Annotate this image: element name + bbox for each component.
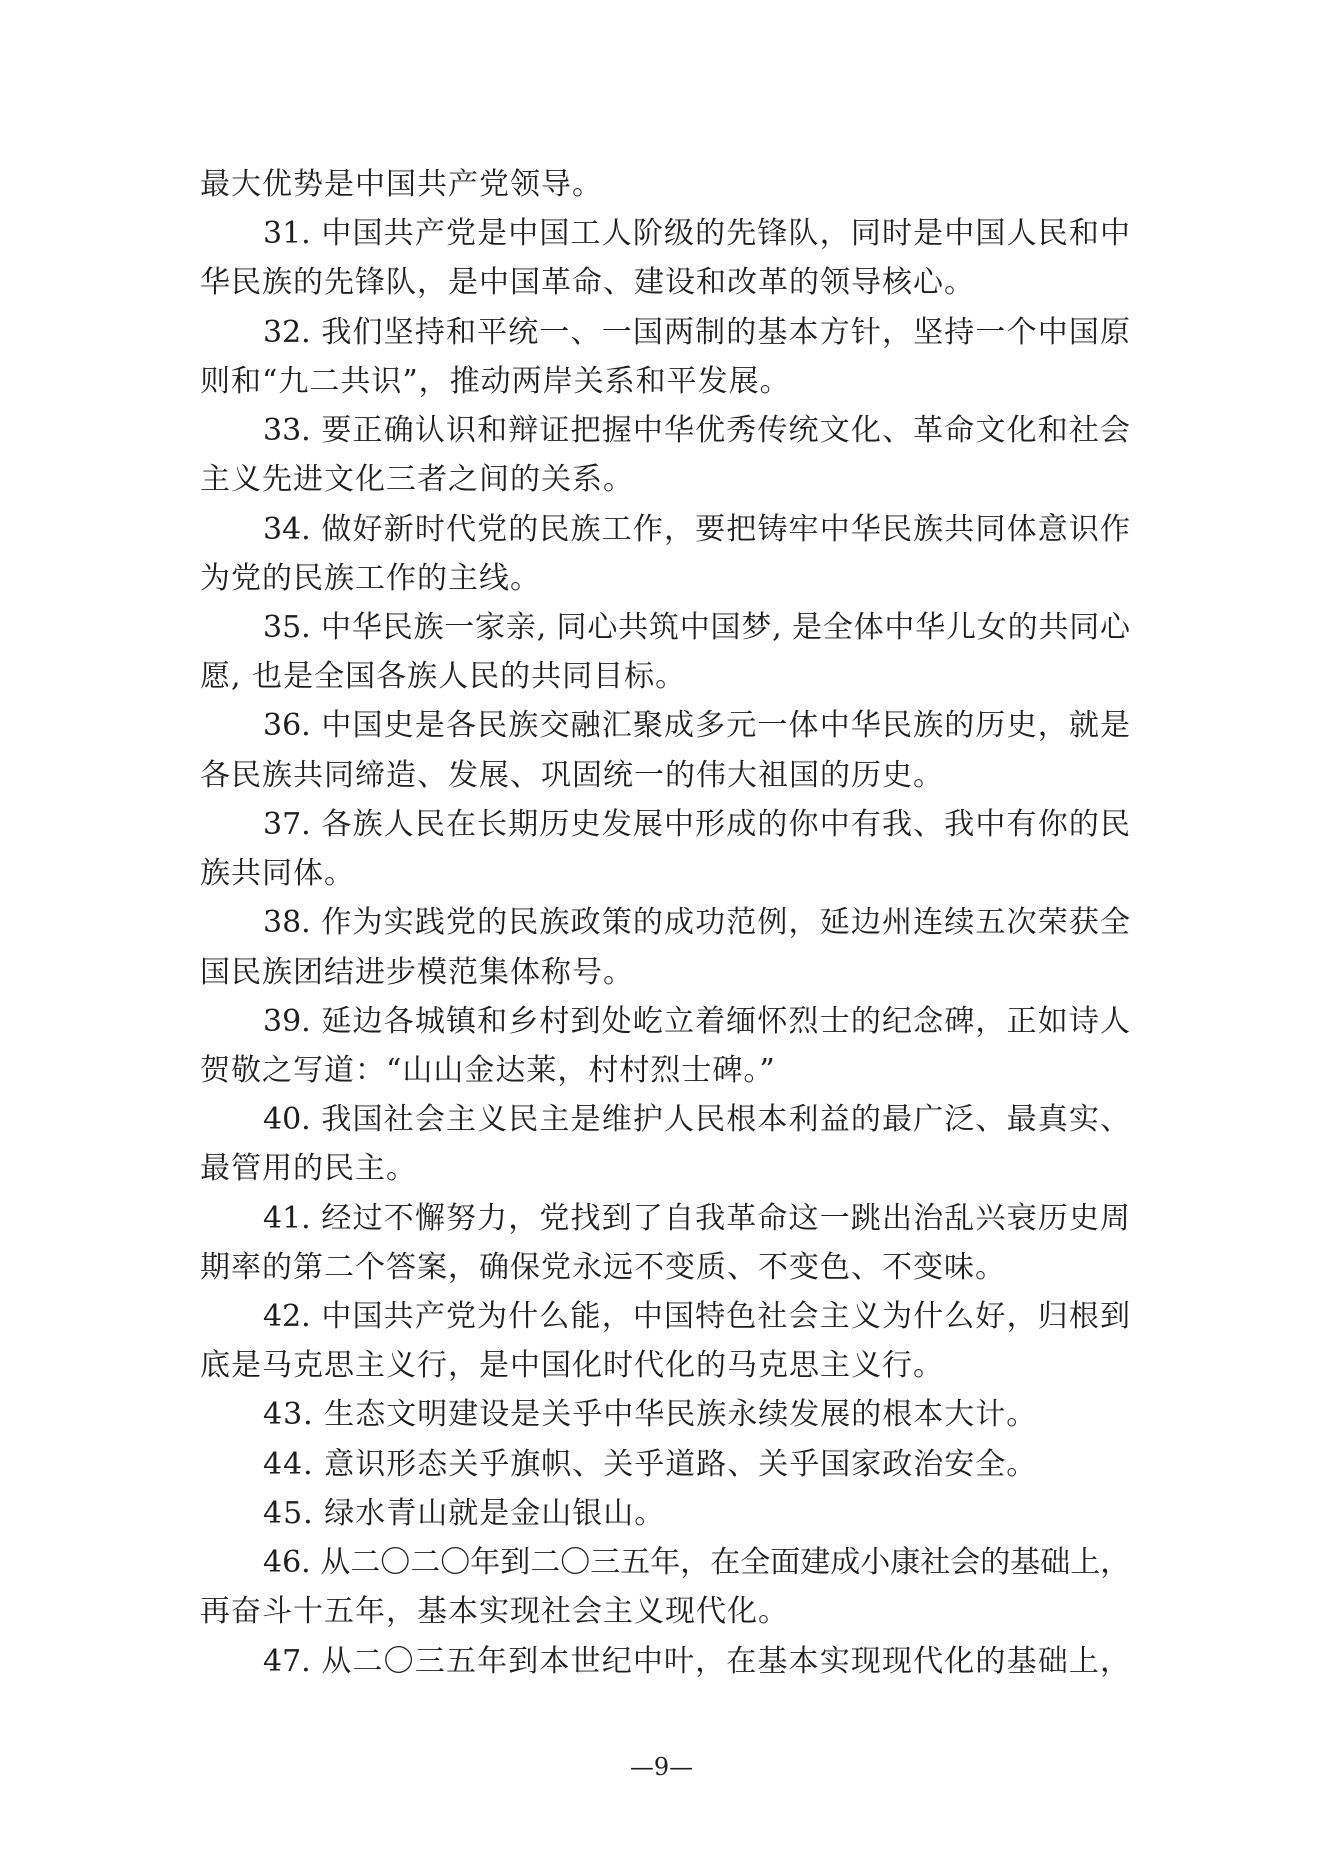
paragraph-line: 46. 从二〇二〇年到二〇三五年，在全面建成小康社会的基础上， <box>263 1545 1131 1581</box>
paragraph-line: 38. 作为实践党的民族政策的成功范例，延边州连续五次荣获全 <box>263 905 1130 941</box>
paragraph-line: 华民族的先锋队，是中国革命、建设和改革的领导核心。 <box>200 265 975 301</box>
paragraph-47 <box>200 1637 1130 1686</box>
paragraph-line: 41. 经过不懈努力，党找到了自我革命这一跳出治乱兴衰历史周 <box>263 1200 1130 1236</box>
paragraph-46 <box>200 1538 1130 1636</box>
paragraph-line: 31. 中国共产党是中国工人阶级的先锋队，同时是中国人民和中 <box>263 216 1130 252</box>
paragraph-continued <box>200 160 1130 209</box>
paragraph-32 <box>200 308 1130 406</box>
paragraph-40 <box>200 1095 1130 1193</box>
paragraph-line: 36. 中国史是各民族交融汇聚成多元一体中华民族的历史，就是 <box>263 708 1130 744</box>
paragraph-34 <box>200 505 1130 603</box>
page-number: —9— <box>629 1753 694 1781</box>
body-text <box>200 160 1130 1686</box>
paragraph-line: 愿, 也是全国各族人民的共同目标。 <box>200 659 687 695</box>
paragraph-line: 39. 延边各城镇和乡村到处屹立着缅怀烈士的纪念碑，正如诗人 <box>263 1003 1130 1039</box>
paragraph-line: 再奋斗十五年，基本实现社会主义现代化。 <box>200 1594 789 1630</box>
paragraph-44 <box>200 1440 1130 1489</box>
paragraph-line: 主义先进文化三者之间的关系。 <box>200 462 634 498</box>
paragraph-line: 最大优势是中国共产党领导。 <box>200 167 603 202</box>
paragraph-45 <box>200 1489 1130 1538</box>
paragraph-33 <box>200 406 1130 504</box>
paragraph-line: 族共同体。 <box>200 856 355 892</box>
paragraph-41 <box>200 1194 1130 1292</box>
paragraph-line: 43. 生态文明建设是关乎中华民族永续发展的根本大计。 <box>263 1397 1038 1433</box>
paragraph-39 <box>200 997 1130 1095</box>
paragraph-line: 各民族共同缔造、发展、巩固统一的伟大祖国的历史。 <box>200 757 944 793</box>
paragraph-line: 底是马克思主义行，是中国化时代化的马克思主义行。 <box>200 1348 944 1384</box>
paragraph-line: 33. 要正确认识和辩证把握中华优秀传统文化、革命文化和社会 <box>263 413 1130 449</box>
paragraph-36 <box>200 701 1130 799</box>
paragraph-line: 44. 意识形态关乎旗帜、关乎道路、关乎国家政治安全。 <box>263 1446 1038 1482</box>
paragraph-line: 32. 我们坚持和平统一、一国两制的基本方针，坚持一个中国原 <box>263 314 1130 350</box>
paragraph-43 <box>200 1390 1130 1439</box>
paragraph-35 <box>200 603 1130 701</box>
paragraph-line: 国民族团结进步模范集体称号。 <box>200 954 634 990</box>
paragraph-38 <box>200 898 1130 996</box>
paragraph-line: 34. 做好新时代党的民族工作，要把铸牢中华民族共同体意识作 <box>263 511 1130 547</box>
paragraph-line: 35. 中华民族一家亲, 同心共筑中国梦, 是全体中华儿女的共同心 <box>263 609 1130 645</box>
paragraph-line: 期率的第二个答案，确保党永远不变质、不变色、不变味。 <box>200 1249 1006 1285</box>
paragraph-line: 45. 绿水青山就是金山银山。 <box>263 1495 666 1531</box>
paragraph-line: 贺敬之写道：“山山金达莱，村村烈士碑。” <box>200 1052 776 1088</box>
paragraph-line: 为党的民族工作的主线。 <box>200 560 541 596</box>
paragraph-line: 47. 从二〇三五年到本世纪中叶，在基本实现现代化的基础上， <box>263 1643 1130 1679</box>
paragraph-37 <box>200 800 1130 898</box>
paragraph-31 <box>200 209 1130 307</box>
paragraph-line: 37. 各族人民在长期历史发展中形成的你中有我、我中有你的民 <box>263 806 1130 842</box>
paragraph-line: 42. 中国共产党为什么能，中国特色社会主义为什么好，归根到 <box>263 1299 1130 1335</box>
paragraph-line: 则和“九二共识”，推动两岸关系和平发展。 <box>200 363 791 399</box>
paragraph-line: 40. 我国社会主义民主是维护人民根本利益的最广泛、最真实、 <box>263 1102 1130 1138</box>
paragraph-line: 最管用的民主。 <box>200 1151 417 1187</box>
paragraph-42 <box>200 1292 1130 1390</box>
